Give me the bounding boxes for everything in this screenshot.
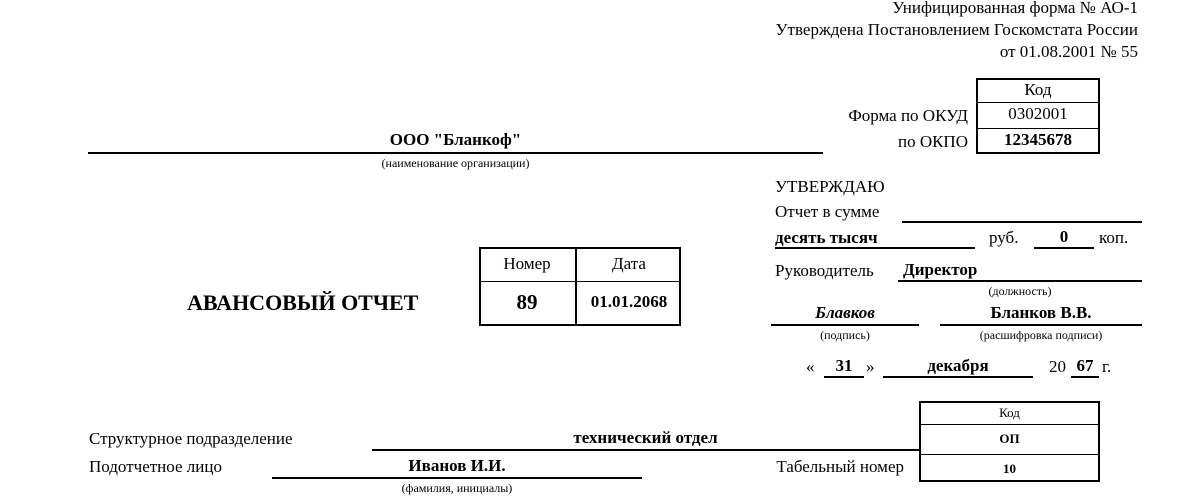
okud-value: 0302001 <box>1008 104 1068 123</box>
date-quote-close: » <box>866 357 875 376</box>
head-label: Руководитель <box>775 261 874 280</box>
date-quote-open: « <box>806 357 815 376</box>
report-date-label: Дата <box>612 254 646 273</box>
rub-label: руб. <box>989 228 1019 247</box>
date-month: декабря <box>927 356 989 375</box>
date-year-suffix: 67 <box>1076 356 1094 375</box>
position-caption: (должность) <box>988 284 1052 298</box>
report-date-value: 01.01.2068 <box>590 292 668 311</box>
date-year-label: г. <box>1102 357 1112 376</box>
okpo-value: 12345678 <box>1004 130 1072 149</box>
position-value: Директор <box>903 260 978 279</box>
form-header-line1: Унифицированная форма № АО-1 <box>892 0 1138 17</box>
report-number-value: 89 <box>516 290 538 314</box>
tab-number-value: 10 <box>1003 461 1016 476</box>
division-code-value: ОП <box>999 431 1020 446</box>
date-day: 31 <box>835 356 853 375</box>
report-title: АВАНСОВЫЙ ОТЧЕТ <box>187 290 419 315</box>
okpo-label: по ОКПО <box>897 132 968 151</box>
okud-label: Форма по ОКУД <box>848 106 968 125</box>
division-value: технический отдел <box>573 428 718 447</box>
report-number-label: Номер <box>503 254 551 273</box>
signature-decode-value: Бланков В.В. <box>990 303 1092 322</box>
person-label: Подотчетное лицо <box>89 457 222 476</box>
form-header-line2: Утверждена Постановлением Госкомстата России <box>775 20 1138 39</box>
person-caption: (фамилия, инициалы) <box>401 481 513 495</box>
sum-label: Отчет в сумме <box>775 202 880 221</box>
approval-title: УТВЕРЖДАЮ <box>775 177 885 196</box>
date-year-prefix: 20 <box>1049 357 1066 376</box>
sum-words: десять тысяч <box>775 228 878 247</box>
signature-caption: (подпись) <box>820 328 870 342</box>
kop-value: 0 <box>1059 227 1069 246</box>
organization-name: ООО "Бланкоф" <box>389 130 522 149</box>
organization-caption: (наименование организации) <box>381 156 530 170</box>
bottom-codes-header: Код <box>999 405 1020 420</box>
person-value: Иванов И.И. <box>408 456 506 475</box>
codes-header: Код <box>1024 80 1052 99</box>
signature-decode-caption: (расшифровка подписи) <box>979 328 1103 342</box>
kop-label: коп. <box>1099 228 1129 247</box>
division-label: Структурное подразделение <box>89 429 293 448</box>
form-header-line3: от 01.08.2001 № 55 <box>999 42 1138 61</box>
signature-value: Блавков <box>815 303 875 322</box>
tab-number-label: Табельный номер <box>776 457 904 476</box>
